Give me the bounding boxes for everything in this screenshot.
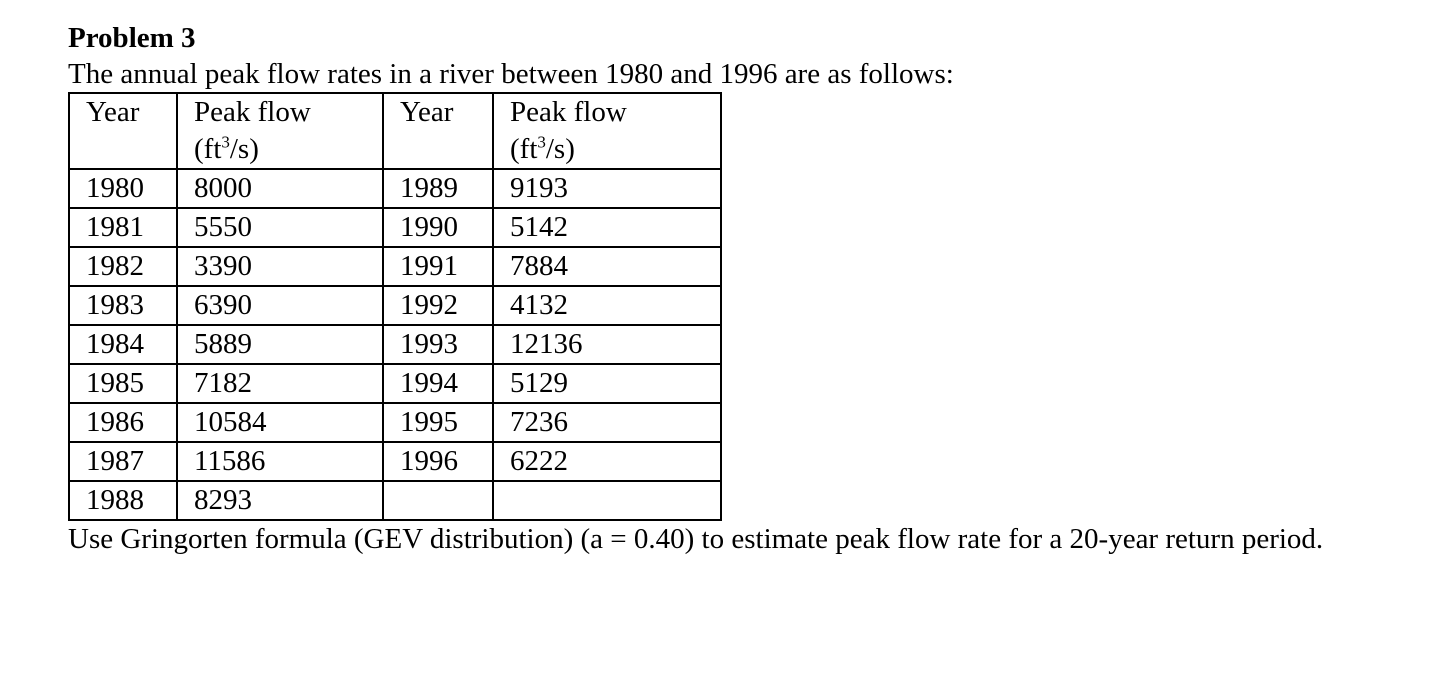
table-header-row	[69, 93, 721, 169]
table-row	[69, 247, 721, 286]
unit-superscript: 3	[221, 132, 230, 152]
problem-intro: The annual peak flow rates in a river between 1980 and 1996 are as follows:	[68, 58, 954, 90]
cell-peak-flow: 3390	[177, 247, 383, 286]
cell-peak-flow-empty	[493, 481, 721, 520]
problem-document	[68, 20, 1408, 557]
cell-peak-flow: 10584	[177, 403, 383, 442]
header-peak-flow-left-unit	[194, 131, 382, 168]
table-row	[69, 325, 721, 364]
unit-prefix: (ft	[510, 133, 538, 165]
unit-suffix: /s)	[229, 133, 259, 165]
table-row	[69, 364, 721, 403]
unit-prefix: (ft	[194, 133, 222, 165]
header-peak-flow-right	[493, 93, 721, 169]
problem-title: Problem 3	[68, 22, 196, 54]
table-row	[69, 169, 721, 208]
cell-year: 1987	[69, 442, 177, 481]
cell-peak-flow: 8293	[177, 481, 383, 520]
cell-year: 1982	[69, 247, 177, 286]
table-row	[69, 208, 721, 247]
cell-year: 1986	[69, 403, 177, 442]
header-peak-flow-right-label: Peak flow	[510, 96, 627, 128]
cell-year: 1992	[383, 286, 493, 325]
peak-flow-table	[68, 92, 722, 521]
cell-peak-flow: 12136	[493, 325, 721, 364]
unit-suffix: /s)	[545, 133, 575, 165]
cell-year: 1990	[383, 208, 493, 247]
cell-peak-flow: 4132	[493, 286, 721, 325]
header-peak-flow-left	[177, 93, 383, 169]
unit-superscript: 3	[537, 132, 546, 152]
cell-year: 1989	[383, 169, 493, 208]
table-row	[69, 481, 721, 520]
cell-year: 1996	[383, 442, 493, 481]
cell-year: 1993	[383, 325, 493, 364]
problem-question: Use Gringorten formula (GEV distribution) (a = 0.40) to estimate peak flow rate for a 20-year return period.	[68, 523, 1324, 555]
cell-peak-flow: 5550	[177, 208, 383, 247]
cell-year: 1981	[69, 208, 177, 247]
cell-year: 1988	[69, 481, 177, 520]
cell-year: 1985	[69, 364, 177, 403]
cell-peak-flow: 9193	[493, 169, 721, 208]
header-peak-flow-right-unit	[510, 131, 720, 168]
table-row	[69, 403, 721, 442]
cell-peak-flow: 7182	[177, 364, 383, 403]
cell-year: 1984	[69, 325, 177, 364]
table-row	[69, 286, 721, 325]
header-year-left	[69, 93, 177, 169]
header-peak-flow-left-label: Peak flow	[194, 96, 311, 128]
table-row	[69, 442, 721, 481]
cell-peak-flow: 7884	[493, 247, 721, 286]
cell-peak-flow: 5129	[493, 364, 721, 403]
cell-peak-flow: 8000	[177, 169, 383, 208]
cell-peak-flow: 5889	[177, 325, 383, 364]
cell-year-empty	[383, 481, 493, 520]
cell-year: 1991	[383, 247, 493, 286]
cell-peak-flow: 5142	[493, 208, 721, 247]
header-year-left-label: Year	[86, 96, 140, 128]
header-year-right	[383, 93, 493, 169]
header-year-right-label: Year	[400, 96, 454, 128]
cell-year: 1983	[69, 286, 177, 325]
cell-year: 1980	[69, 169, 177, 208]
cell-peak-flow: 11586	[177, 442, 383, 481]
cell-peak-flow: 7236	[493, 403, 721, 442]
cell-year: 1995	[383, 403, 493, 442]
cell-peak-flow: 6222	[493, 442, 721, 481]
cell-peak-flow: 6390	[177, 286, 383, 325]
cell-year: 1994	[383, 364, 493, 403]
